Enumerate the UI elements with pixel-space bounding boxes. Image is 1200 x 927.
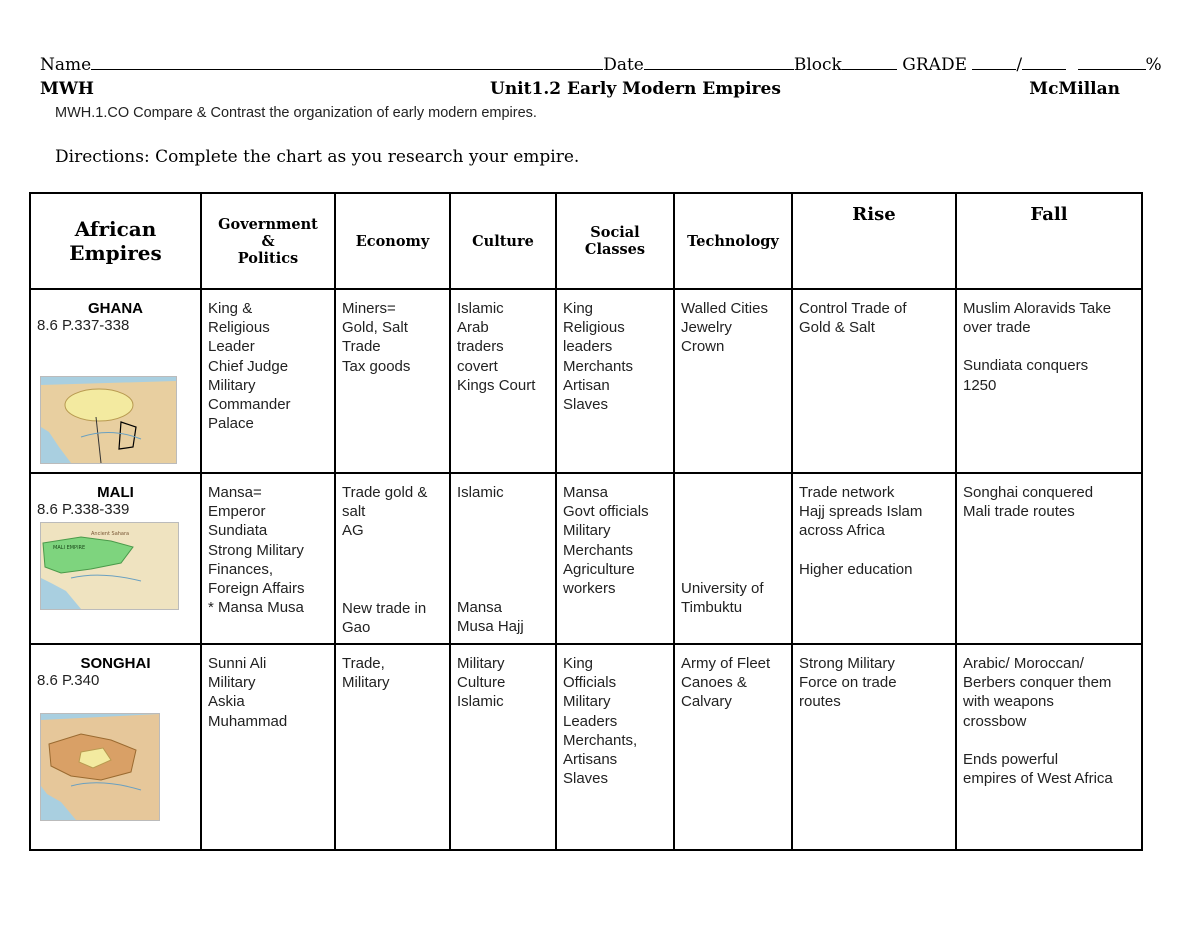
header-fall: Fall: [956, 193, 1142, 289]
grade-blank-2[interactable]: [1022, 55, 1066, 70]
grade-slash: /: [1016, 55, 1023, 75]
table-row-songhai: [30, 644, 1142, 850]
header-line-2: [40, 79, 1120, 99]
songhai-government: Sunni Ali Military Askia Muhammad: [201, 644, 335, 850]
ghana-government: King & Religious Leader Chief Judge Military Commander Palace: [201, 289, 335, 473]
songhai-map-image: [40, 713, 160, 821]
mali-fall: Songhai conquered Mali trade routes: [956, 473, 1142, 644]
empire-cell-songhai: [30, 644, 201, 850]
songhai-economy: Trade, Military: [335, 644, 450, 850]
songhai-fall: Arabic/ Moroccan/ Berbers conquer them with weapons crossbow Ends powerful empires of West Africa: [956, 644, 1142, 850]
textbook-pages: 8.6 P.337-338: [37, 317, 130, 334]
mali-technology: University of Timbuktu: [674, 473, 792, 644]
empire-name: MALI: [97, 484, 134, 501]
header-row: [30, 193, 1142, 289]
block-blank[interactable]: [842, 55, 897, 70]
ghana-fall: Muslim Aloravids Take over trade Sundiata conquers 1250: [956, 289, 1142, 473]
textbook-pages: 8.6 P.340: [37, 672, 100, 689]
grade-blank-1[interactable]: [972, 55, 1016, 70]
mali-economy: Trade gold & salt AG New trade in Gao: [335, 473, 450, 644]
name-blank[interactable]: [91, 55, 603, 70]
songhai-social-classes: King Officials Military Leaders Merchants, Artisans Slaves: [556, 644, 674, 850]
teacher-name: McMillan: [1029, 79, 1120, 99]
block-label: Block: [793, 55, 842, 75]
standard-text: MWH.1.CO Compare & Contrast the organization of early modern empires.: [55, 105, 537, 121]
header-government: Government & Politics: [201, 193, 335, 289]
textbook-pages: 8.6 P.338-339: [37, 501, 130, 518]
empire-cell-ghana: [30, 289, 201, 473]
header-culture: Culture: [450, 193, 556, 289]
songhai-rise: Strong Military Force on trade routes: [792, 644, 956, 850]
mali-social-classes: Mansa Govt officials Military Merchants Agriculture workers: [556, 473, 674, 644]
ghana-rise: Control Trade of Gold & Salt: [792, 289, 956, 473]
header-rise: Rise: [792, 193, 956, 289]
unit-title: Unit1.2 Early Modern Empires: [490, 79, 781, 99]
header-line-1: [40, 55, 1162, 75]
empire-name: SONGHAI: [80, 655, 151, 672]
date-label: Date: [603, 55, 644, 75]
header-technology: Technology: [674, 193, 792, 289]
ghana-social-classes: King Religious leaders Merchants Artisan Slaves: [556, 289, 674, 473]
percent-blank[interactable]: [1078, 55, 1146, 70]
mali-government: Mansa= Emperor Sundiata Strong Military Finances, Foreign Affairs * Mansa Musa: [201, 473, 335, 644]
mali-rise: Trade network Hajj spreads Islam across Africa Higher education: [792, 473, 956, 644]
table-row-ghana: [30, 289, 1142, 473]
header-social-classes: Social Classes: [556, 193, 674, 289]
map-label-empire: MALI EMPIRE: [53, 545, 86, 551]
map-label-sahara: Ancient Sahara: [91, 531, 130, 537]
mali-map-image: [40, 522, 179, 610]
songhai-culture: Military Culture Islamic: [450, 644, 556, 850]
empire-chart: [29, 192, 1143, 851]
course-code: MWH: [40, 79, 94, 99]
percent-sign: %: [1145, 55, 1162, 75]
header-african-empires: African Empires: [30, 193, 201, 289]
ghana-map-image: [40, 376, 177, 464]
grade-label: GRADE: [902, 55, 967, 75]
directions-text: Directions: Complete the chart as you research your empire.: [55, 147, 580, 167]
table-row-mali: [30, 473, 1142, 644]
empire-name: GHANA: [88, 300, 143, 317]
ghana-culture: Islamic Arab traders covert Kings Court: [450, 289, 556, 473]
mali-culture: Islamic Mansa Musa Hajj: [450, 473, 556, 644]
ghana-economy: Miners= Gold, Salt Trade Tax goods: [335, 289, 450, 473]
header-economy: Economy: [335, 193, 450, 289]
songhai-technology: Army of Fleet Canoes & Calvary: [674, 644, 792, 850]
date-blank[interactable]: [644, 55, 794, 70]
name-label: Name: [40, 55, 92, 75]
empire-cell-mali: [30, 473, 201, 644]
ghana-technology: Walled Cities Jewelry Crown: [674, 289, 792, 473]
